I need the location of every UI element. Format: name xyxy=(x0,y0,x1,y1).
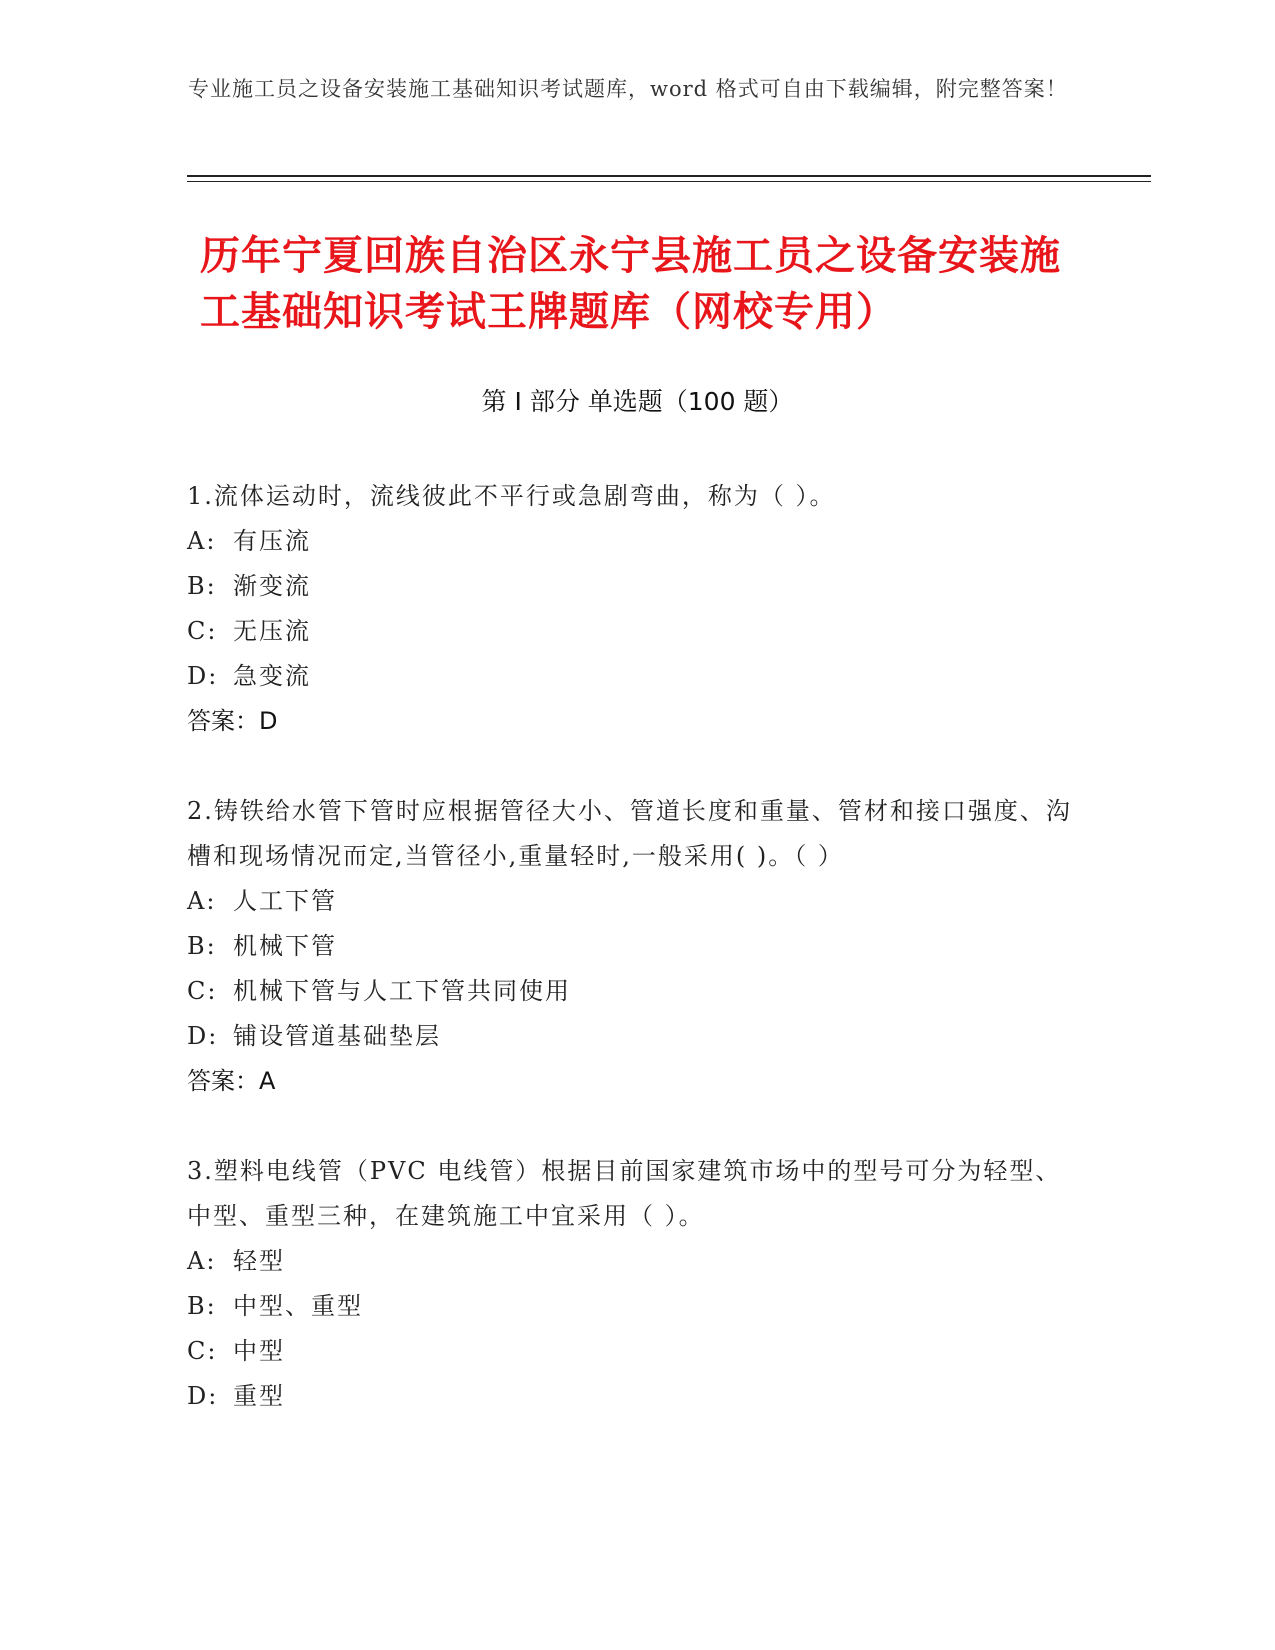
option-a xyxy=(187,1239,1087,1284)
option-c xyxy=(187,969,1087,1014)
section-title: 第 I 部分 单选题（100 题） xyxy=(481,387,794,416)
option-text: 中型 xyxy=(233,1337,285,1365)
option-letter: C: xyxy=(187,977,218,1005)
option-text: 轻型 xyxy=(233,1247,285,1275)
document-title: 历年宁夏回族自治区永宁县施工员之设备安装施工基础知识考试王牌题库（网校专用） xyxy=(200,233,1061,335)
question-list xyxy=(187,474,1087,1464)
option-letter: A: xyxy=(187,887,217,915)
option-text: 人工下管 xyxy=(233,887,337,915)
question-stem: 3.塑料电线管（PVC 电线管）根据目前国家建筑市场中的型号可分为轻型、中型、重型三种，在建筑施工中宜采用（ ）。 xyxy=(187,1157,1062,1230)
option-c xyxy=(187,1329,1087,1374)
option-letter: D: xyxy=(187,1382,219,1410)
header-divider-thick xyxy=(187,175,1151,177)
option-a xyxy=(187,519,1087,564)
question-stem: 1.流体运动时，流线彼此不平行或急剧弯曲，称为（ ）。 xyxy=(187,482,836,510)
header-note: 专业施工员之设备安装施工基础知识考试题库，word 格式可自由下载编辑，附完整答案！ xyxy=(188,77,1068,101)
option-text: 渐变流 xyxy=(233,572,311,600)
option-text: 重型 xyxy=(233,1382,285,1410)
option-text: 机械下管 xyxy=(233,932,337,960)
option-d xyxy=(187,1374,1087,1419)
option-text: 有压流 xyxy=(233,527,311,555)
option-letter: C: xyxy=(187,617,218,645)
option-b xyxy=(187,564,1087,609)
option-letter: C: xyxy=(187,1337,218,1365)
option-letter: B: xyxy=(187,1292,217,1320)
option-d xyxy=(187,654,1087,699)
option-c xyxy=(187,609,1087,654)
option-b xyxy=(187,924,1087,969)
option-letter: A: xyxy=(187,527,217,555)
option-text: 中型、重型 xyxy=(233,1292,363,1320)
question-stem: 2.铸铁给水管下管时应根据管径大小、管道长度和重量、管材和接口强度、沟槽和现场情况而定,当管径小,重量轻时,一般采用( )。（ ） xyxy=(187,797,1072,870)
option-letter: D: xyxy=(187,662,219,690)
question-2 xyxy=(187,789,1087,1104)
option-letter: D: xyxy=(187,1022,219,1050)
option-text: 无压流 xyxy=(233,617,311,645)
option-text: 急变流 xyxy=(233,662,311,690)
header-divider-thin xyxy=(187,181,1151,182)
option-letter: B: xyxy=(187,932,217,960)
question-3 xyxy=(187,1149,1087,1419)
answer-line: 答案：D xyxy=(187,707,278,735)
question-1 xyxy=(187,474,1087,744)
option-text: 铺设管道基础垫层 xyxy=(233,1022,441,1050)
answer-line: 答案：A xyxy=(187,1067,276,1095)
option-a xyxy=(187,879,1087,924)
option-b xyxy=(187,1284,1087,1329)
option-letter: B: xyxy=(187,572,217,600)
option-d xyxy=(187,1014,1087,1059)
option-letter: A: xyxy=(187,1247,217,1275)
option-text: 机械下管与人工下管共同使用 xyxy=(233,977,571,1005)
